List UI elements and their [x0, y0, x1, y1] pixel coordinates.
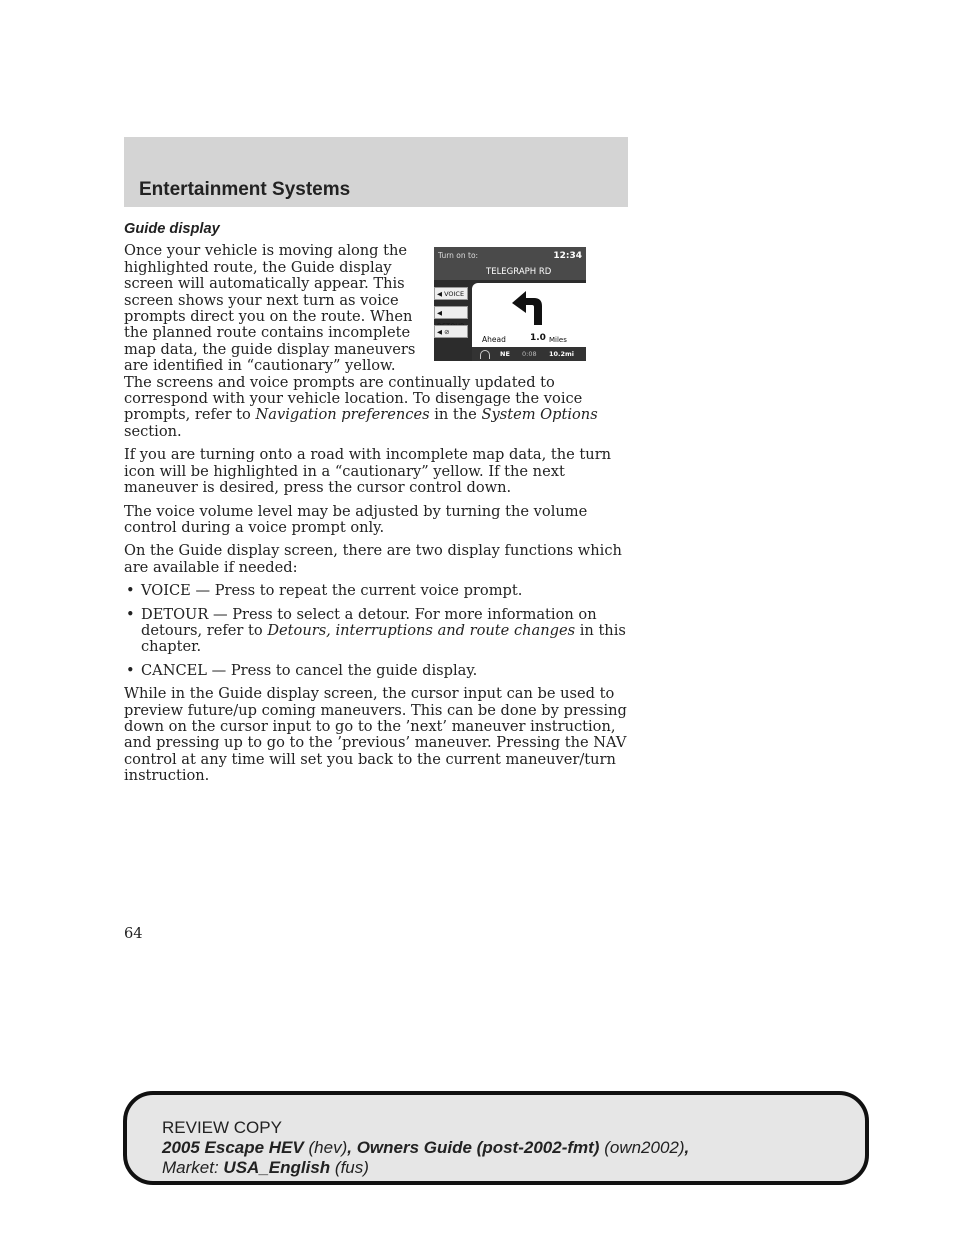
market-line [162, 1158, 689, 1178]
function-list [124, 583, 630, 679]
model-code: (hev) [308, 1138, 348, 1157]
guide-display-screen-image [434, 247, 586, 361]
list-item [124, 607, 630, 656]
cancel-item-text: CANCEL — Press to cancel the guide display. [141, 661, 478, 679]
bullet: • [126, 605, 135, 623]
maneuver-panel [472, 283, 586, 347]
review-copy-text [162, 1118, 689, 1178]
paragraph-volume: The voice volume level may be adjusted by turning the volume control during a voice prompt only. [124, 502, 588, 536]
review-copy-label: REVIEW COPY [162, 1118, 282, 1137]
market-code: (fus) [334, 1158, 369, 1177]
turn-on-label: Turn on to: [438, 251, 479, 261]
route-icon [480, 350, 490, 359]
intro-text: Once your vehicle is moving along the highlighted route, the Guide display screen will automatically appear. This screen shows your next turn as voice prompts direct you on the route. When the planned route contains incomplete map data, the guide display maneuvers are identified in “cautionary” yellow. The screens and voice prompts are continually updated to correspond with your vehicle location. To disengage the voice prompts, refer to [124, 242, 583, 424]
separator: , [347, 1138, 352, 1157]
model-name: 2005 Escape HEV [162, 1138, 304, 1157]
separator: , [684, 1138, 690, 1157]
intro-text-3: section. [124, 422, 182, 440]
distance-unit: Miles [549, 336, 567, 345]
market-name: USA_English [223, 1158, 331, 1177]
detour-item-text-2: in this chapter. [141, 621, 626, 656]
paragraph-incomplete-map: If you are turning onto a road with incomplete map data, the turn icon will be highlighted in a “cautionary” yellow. If the next maneuver is desired, press the cursor control down. [124, 446, 612, 497]
document-info-line [162, 1138, 689, 1158]
navigation-preferences-reference: Navigation preferences [255, 406, 430, 424]
screen-status-bar [472, 347, 586, 361]
list-item [124, 663, 630, 679]
guide-name: Owners Guide (post-2002-fmt) [356, 1138, 600, 1157]
turn-left-arrow-icon [508, 289, 548, 327]
heading-direction: NE [500, 350, 510, 359]
paragraph-functions-intro: On the Guide display screen, there are two display functions which are available if needed: [124, 542, 622, 576]
intro-text-2: in the [429, 406, 482, 424]
road-name: TELEGRAPH RD [486, 267, 552, 278]
ahead-label: Ahead [482, 335, 506, 345]
page-content [124, 221, 630, 792]
bullet: • [126, 661, 135, 679]
detours-reference: Detours, interruptions and route changes [267, 621, 576, 639]
section-header-band [124, 137, 628, 207]
detour-item-text: DETOUR — Press to select a detour. For more information on detours, refer to [141, 605, 597, 639]
page-number: 64 [124, 925, 143, 942]
time-to-destination: 0:08 [522, 350, 537, 359]
remaining-distance: 10.2mi [549, 350, 575, 359]
bullet: • [126, 582, 135, 600]
section-title: Entertainment Systems [139, 179, 351, 200]
list-item [124, 583, 630, 599]
review-copy-box [123, 1091, 869, 1185]
clock: 12:34 [553, 251, 582, 262]
system-options-reference: System Options [481, 406, 598, 424]
guide-code: (own2002) [604, 1138, 685, 1157]
subsection-heading: Guide display [124, 221, 220, 237]
paragraph-cursor-preview: While in the Guide display screen, the cursor input can be used to preview future/up coming maneuvers. This can be done by pressing down on the cursor input to go to the ’next’ maneuver instruction, and pressing up to go to the ’previous’ maneuver. Pressing the NAV control at any time will set you back to the current maneuver/turn instruction. [124, 685, 627, 785]
voice-softkey: ◀ VOICE [434, 287, 468, 300]
cancel-softkey: ◀ ⊘ [434, 325, 468, 338]
market-label: Market: [162, 1158, 219, 1177]
detour-softkey: ◀ [434, 306, 468, 319]
voice-item-text: VOICE — Press to repeat the current voice prompt. [141, 582, 523, 600]
maneuver-distance: 1.0 [530, 333, 546, 344]
